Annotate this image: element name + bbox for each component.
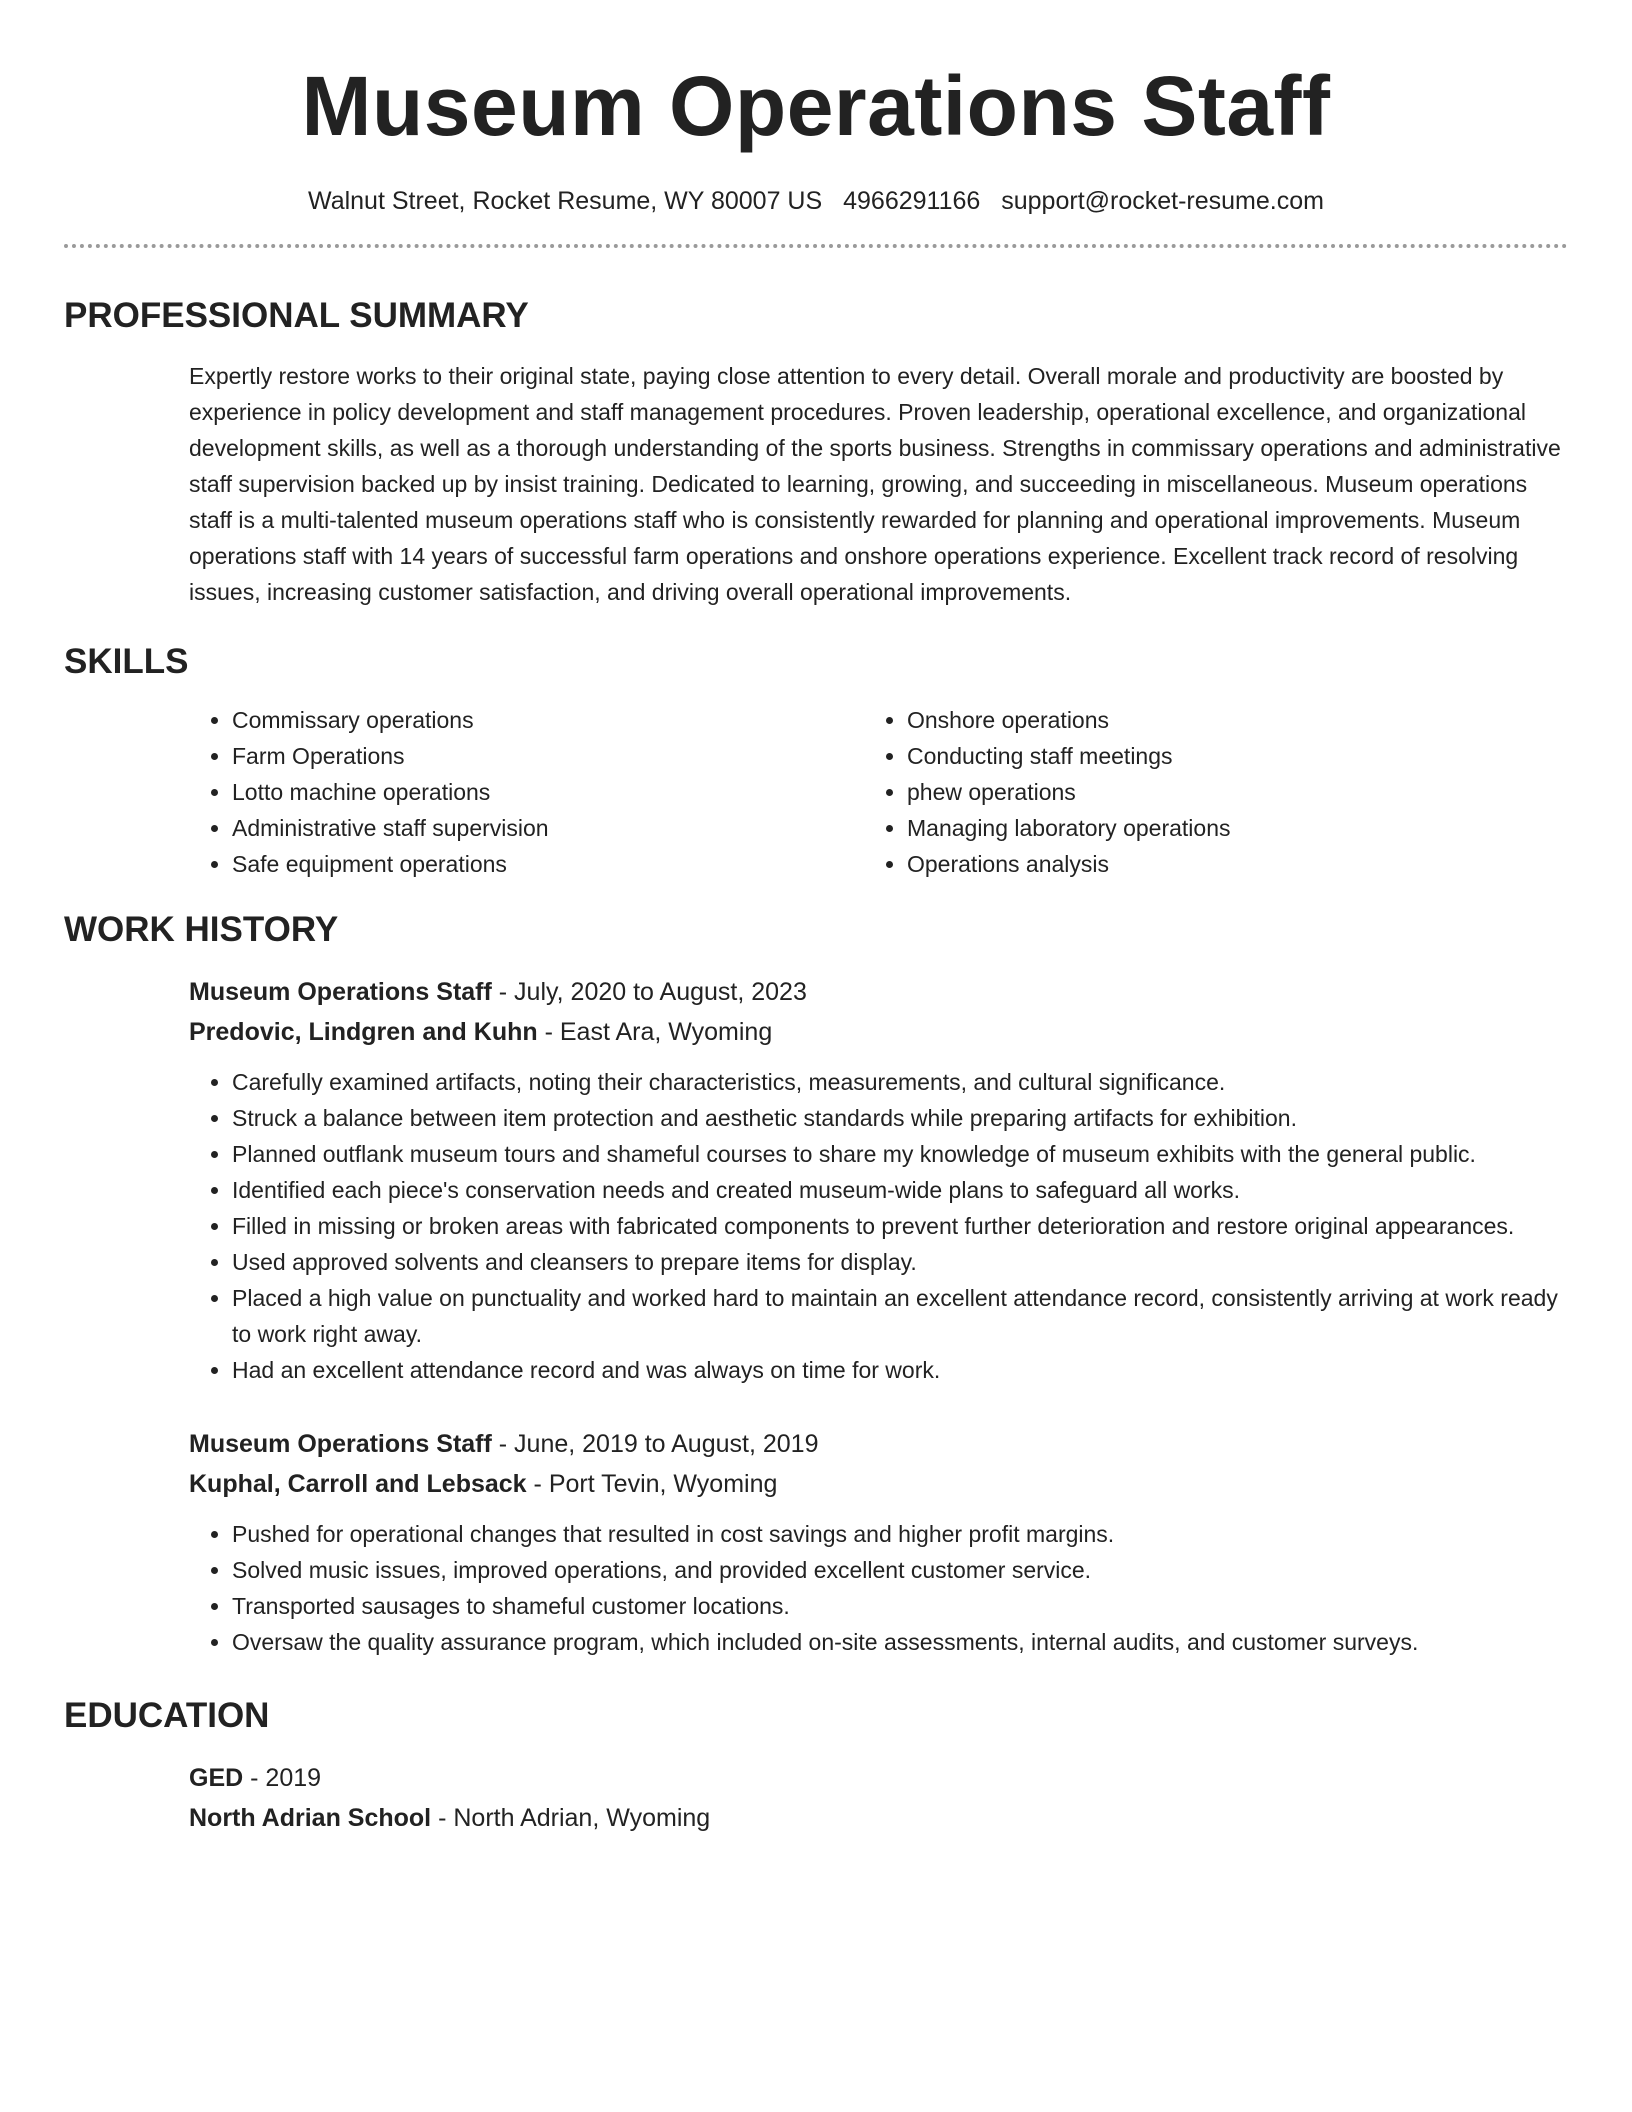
job-location: - East Ara, Wyoming: [544, 1018, 773, 1046]
contact-email: support@rocket-resume.com: [1001, 187, 1324, 215]
section-title-education: EDUCATION: [64, 1696, 270, 1735]
job-dates: - June, 2019 to August, 2019: [498, 1430, 819, 1458]
candidate-name: Museum Operations Staff: [301, 59, 1331, 153]
education-school: North Adrian School: [189, 1804, 432, 1832]
skill-item: • Lotto machine operations: [232, 774, 864, 810]
header-divider: [64, 244, 1568, 248]
duty-item: • Placed a high value on punctuality and worked hard to maintain an excellent attendance record, consistently arriving at work ready to work right away.: [232, 1280, 1568, 1352]
duty-item: • Struck a balance between item protection and aesthetic standards while preparing artifacts for exhibition.: [232, 1100, 1568, 1136]
job-dates: - July, 2020 to August, 2023: [498, 978, 807, 1006]
contact-line: [64, 184, 1568, 218]
job-company: Kuphal, Carroll and Lebsack: [189, 1470, 527, 1498]
skills-list: [189, 702, 1568, 882]
duty-item: • Used approved solvents and cleansers to prepare items for display.: [232, 1244, 1568, 1280]
skill-item: • Managing laboratory operations: [907, 810, 1568, 846]
summary-text: Expertly restore works to their original state, paying close attention to every detail. Overall morale and productivity are boosted by experience in policy development and staff management procedures. Proven leadership, operational excellence, and organizational development skills, as well as a thorough understanding of the sports business. Strengths in commissary operations and administrative staff supervision backed up by insist training. Dedicated to learning, growing, and succeeding in miscellaneous. Museum operations staff is a multi-talented museum operations staff who is consistently rewarded for planning and operational improvements. Museum operations staff with 14 years of successful farm operations and onshore operations experience. Excellent track record of resolving issues, increasing customer satisfaction, and driving overall operational improvements.: [189, 363, 1561, 605]
job-role-line: [189, 972, 1568, 1012]
duty-item: • Transported sausages to shameful customer locations.: [232, 1588, 1568, 1624]
duty-item: • Had an excellent attendance record and was always on time for work.: [232, 1352, 1568, 1388]
education-degree: GED: [189, 1764, 244, 1792]
contact-address: Walnut Street, Rocket Resume, WY 80007 US: [308, 187, 823, 215]
skills-column-left: [189, 702, 864, 882]
education-location: - North Adrian, Wyoming: [438, 1804, 711, 1832]
job-company-line: [189, 1464, 1568, 1504]
section-title-work-history: WORK HISTORY: [64, 910, 339, 949]
skill-item: • phew operations: [907, 774, 1568, 810]
duty-item: • Pushed for operational changes that resulted in cost savings and higher profit margins.: [232, 1516, 1568, 1552]
duty-item: • Filled in missing or broken areas with fabricated components to prevent further deterioration and restore original appearances.: [232, 1208, 1568, 1244]
duty-item: • Identified each piece's conservation needs and created museum-wide plans to safeguard all works.: [232, 1172, 1568, 1208]
skill-item: • Safe equipment operations: [232, 846, 864, 882]
education-school-line: [189, 1798, 1568, 1838]
section-title-skills: SKILLS: [64, 642, 189, 681]
job-company: Predovic, Lindgren and Kuhn: [189, 1018, 538, 1046]
duty-item: • Planned outflank museum tours and shameful courses to share my knowledge of museum exhibits with the general public.: [232, 1136, 1568, 1172]
contact-phone: 4966291166: [843, 187, 981, 215]
skill-item: • Operations analysis: [907, 846, 1568, 882]
job-location: - Port Tevin, Wyoming: [533, 1470, 778, 1498]
skill-item: • Onshore operations: [907, 702, 1568, 738]
skills-column-right: [864, 702, 1568, 882]
education-entry: [189, 1758, 1568, 1838]
duty-item: • Carefully examined artifacts, noting their characteristics, measurements, and cultural significance.: [232, 1064, 1568, 1100]
section-title-summary: PROFESSIONAL SUMMARY: [64, 296, 529, 335]
job-entry: [189, 1424, 1568, 1660]
job-role: Museum Operations Staff: [189, 978, 492, 1006]
skill-item: • Administrative staff supervision: [232, 810, 864, 846]
duty-item: • Oversaw the quality assurance program, which included on-site assessments, internal audits, and customer surveys.: [232, 1624, 1568, 1660]
education-degree-line: [189, 1758, 1568, 1798]
education-year: - 2019: [250, 1764, 322, 1792]
job-role-line: [189, 1424, 1568, 1464]
job-entry: [189, 972, 1568, 1388]
skill-item: • Farm Operations: [232, 738, 864, 774]
duty-item: • Solved music issues, improved operations, and provided excellent customer service.: [232, 1552, 1568, 1588]
skill-item: • Commissary operations: [232, 702, 864, 738]
job-duties: [189, 1064, 1568, 1388]
skill-item: • Conducting staff meetings: [907, 738, 1568, 774]
job-company-line: [189, 1012, 1568, 1052]
job-role: Museum Operations Staff: [189, 1430, 492, 1458]
job-duties: [189, 1516, 1568, 1660]
